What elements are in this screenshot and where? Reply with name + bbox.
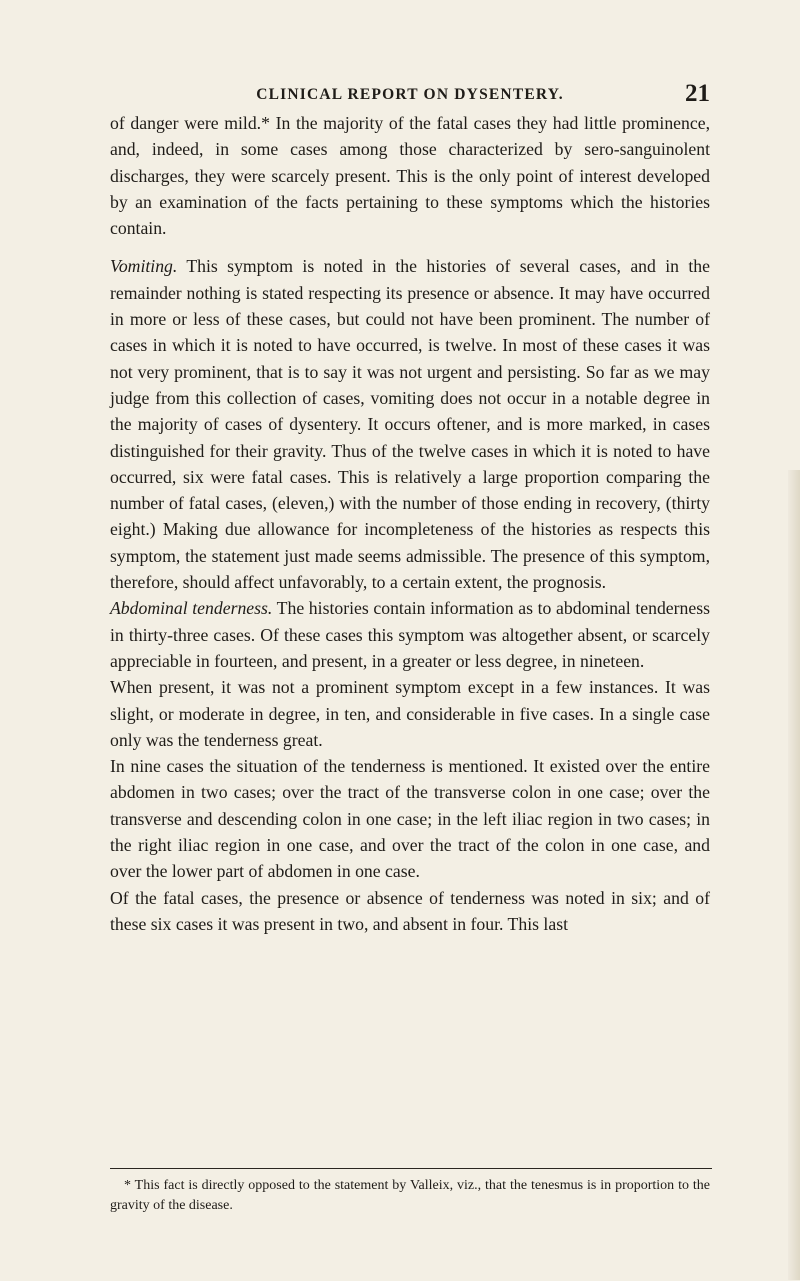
section-lead-vomiting: Vomiting. [110,256,178,277]
paragraph [110,674,710,753]
page-number: 21 [685,80,710,107]
paragraph-text: In nine cases the situation of the tenderness is mentioned. It existed over the entire abdomen in two cases; over the tract of the transverse colon in one case; over the transverse and descending colon in one case; in the left iliac region in two cases; in the right iliac region in one case, and over the tract of the colon in one case, and over the lower part of abdomen in one case. [110,756,710,882]
body-text [110,110,710,937]
page-header [110,80,710,107]
paragraph-text: Of the fatal cases, the presence or absence of tenderness was noted in six; and of these six cases it was present in two, and absent in four. This last [110,887,710,934]
paragraph-text: When present, it was not a prominent symptom except in a few instances. It was slight, or moderate in degree, in ten, and considerable in five cases. In a single case only was the tenderness great. [110,677,710,750]
running-title: CLINICAL REPORT ON DYSENTERY. [256,86,564,103]
section-lead-abdominal-tenderness: Abdominal tenderness. [110,598,273,619]
footnote-divider [110,1168,712,1169]
paragraph-abdominal-tenderness [110,595,710,674]
paragraph [110,110,710,241]
paragraph-vomiting [110,253,710,595]
page-edge-shadow [788,470,800,1280]
paragraph-text: of danger were mild.* In the majority of the fatal cases they had little prominence, and, indeed, in some cases among those characterized by sero-sanguinolent discharges, they were scarcely present. This is the only point of interest developed by an examination of the facts pertaining to these symptoms which the histories contain. [110,113,710,239]
paragraph-text: The histories contain information as to abdominal tenderness in thirty-three cases. Of these cases this symptom was altogether absent, or scarcely appreciable in fourteen, and present, in a greater or less degree, in nineteen. [110,598,710,671]
paragraph [110,753,710,884]
footnote-text: * This fact is directly opposed to the statement by Valleix, viz., that the tenesmus is in proportion to the gravity of the disease. [110,1178,710,1213]
paragraph-text: This symptom is noted in the histories of several cases, and in the remainder nothing is stated respecting its presence or absence. It may have occurred in more or less of these cases, but could not have been prominent. The number of cases in which it is noted to have occurred, is twelve. In most of these cases it was not very prominent, that is to say it was not urgent and persisting. So far as we may judge from this collection of cases, vomiting does not occur in a notable degree in the majority of cases of dysentery. It occurs oftener, and is more marked, in cases distinguished for their gravity. Thus of the twelve cases in which it is noted to have occurred, six were fatal cases. This is relatively a large proportion comparing the number of fatal cases, (eleven,) with the number of those ending in recovery, (thirty eight.) Making due allowance for incompleteness of the histories as respects this symptom, the statement just made seems admissible. The presence of this symptom, therefore, should affect unfavorably, to a certain extent, the prognosis. [110,256,710,593]
paragraph [110,885,710,938]
footnote [110,1176,710,1216]
